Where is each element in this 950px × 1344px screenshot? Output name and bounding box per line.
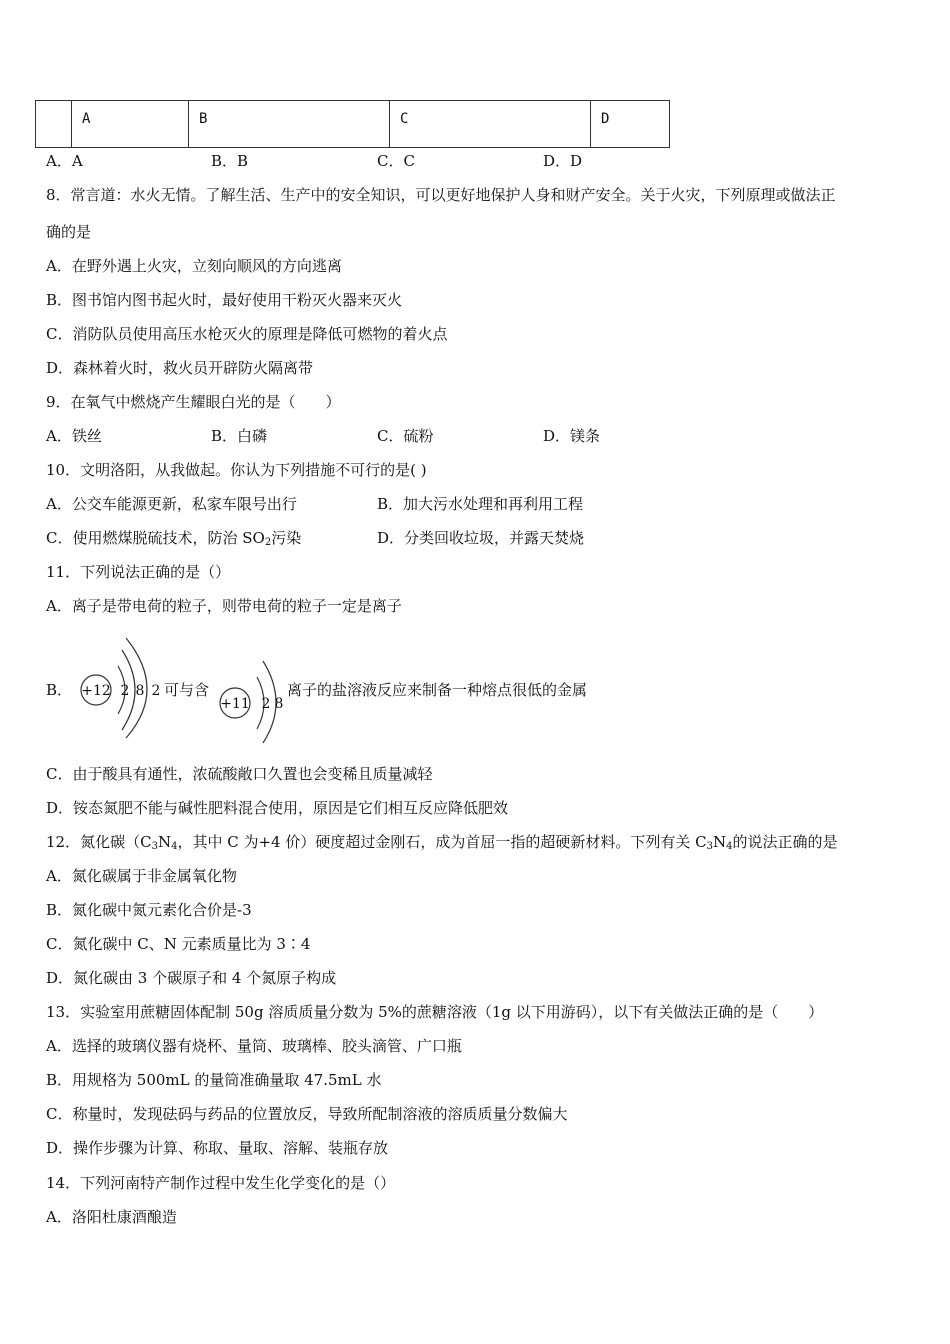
q12-option-b: B．氮化碳中氮元素化合价是-3	[46, 901, 252, 919]
atom-diagram-na	[215, 657, 289, 745]
table-cell-a: A	[72, 101, 189, 148]
table-cell-b: B	[189, 101, 390, 148]
q9-option-c: C．硫粉	[377, 427, 434, 445]
q13-option-b: B．用规格为 500mL 的量筒准确量取 47.5mL 水	[46, 1071, 382, 1089]
q7-option-c: C．C	[377, 152, 415, 170]
q12-option-a: A．氮化碳属于非金属氧化物	[46, 867, 237, 885]
q7-option-a: A．A	[46, 152, 83, 170]
q11-option-b-label: B．	[46, 681, 73, 699]
q8-option-d: D．森林着火时，救火员开辟防火隔离带	[46, 359, 314, 377]
table-cell-d: D	[591, 101, 670, 148]
q11-option-b-post: 离子的盐溶液反应来制备一种熔点很低的金属	[287, 681, 588, 699]
q10-option-d: D．分类回收垃圾，并露天焚烧	[377, 529, 585, 547]
shell-electron-count: 8	[135, 683, 145, 699]
nucleus-charge: +12	[81, 683, 111, 699]
q7-option-d: D．D	[543, 152, 583, 170]
q7-option-b: B．B	[211, 152, 249, 170]
q13-option-d: D．操作步骤为计算、称取、量取、溶解、装瓶存放	[46, 1139, 389, 1157]
q12-option-d: D．氮化碳由 3 个碳原子和 4 个氮原子构成	[46, 969, 337, 987]
q8-option-c: C．消防队员使用高压水枪灭火的原理是降低可燃物的着火点	[46, 325, 448, 343]
q14-option-a: A．洛阳杜康酒酿造	[46, 1208, 177, 1226]
q8-option-b: B．图书馆内图书起火时，最好使用干粉灭火器来灭火	[46, 291, 403, 309]
q11-option-b-mid: 可与含	[164, 681, 210, 699]
atom-diagram-mg	[76, 634, 164, 740]
q9-option-d: D．镁条	[543, 427, 601, 445]
q13-stem: 13．实验室用蔗糖固体配制 50g 溶质质量分数为 5%的蔗糖溶液（1g 以下用游码），以下有关做法正确的是（ ）	[46, 1003, 824, 1021]
q11-option-a: A．离子是带电荷的粒子，则带电荷的粒子一定是离子	[46, 597, 402, 615]
q8-stem: 8．常言道：水火无情。了解生活、生产中的安全知识，可以更好地保护人身和财产安全。关于火灾，下列原理或做法正	[46, 186, 836, 204]
q14-stem: 14．下列河南特产制作过程中发生化学变化的是（）	[46, 1174, 396, 1192]
q8-stem-cont: 确的是	[46, 223, 92, 241]
q8-option-a: A．在野外遇上火灾，立刻向顺风的方向逃离	[46, 257, 342, 275]
q11-option-c: C．由于酸具有通性，浓硫酸敞口久置也会变稀且质量减轻	[46, 765, 433, 783]
shell-electron-count: 2	[151, 683, 161, 699]
q9-stem: 9．在氧气中燃烧产生耀眼白光的是（ ）	[46, 393, 341, 411]
q13-option-a: A．选择的玻璃仪器有烧杯、量筒、玻璃棒、胶头滴管、广口瓶	[46, 1037, 462, 1055]
q11-stem: 11．下列说法正确的是（）	[46, 563, 231, 581]
answer-table	[35, 100, 670, 148]
table-row	[36, 101, 670, 148]
q12-stem: 12．氮化碳（$C_3N_4$，其中 C 为+4 价）硬度超过金刚石，成为首屈一指的超硬新材料。下列有关 $C_3N_4$的说法正确的是	[46, 833, 838, 852]
shell-electron-count: 8	[274, 696, 284, 712]
shell-electron-count: 2	[120, 683, 130, 699]
q10-option-c: C．使用燃煤脱硫技术，防治 $SO_2$污染	[46, 529, 302, 548]
shell-electron-count: 2	[261, 696, 271, 712]
q9-option-b: B．白磷	[211, 427, 268, 445]
q10-option-b: B．加大污水处理和再利用工程	[377, 495, 584, 513]
q12-option-c: C．氮化碳中 C、N 元素质量比为 3∶4	[46, 935, 311, 953]
q11-option-d: D．铵态氮肥不能与碱性肥料混合使用，原因是它们相互反应降低肥效	[46, 799, 509, 817]
q10-stem: 10．文明洛阳，从我做起。你认为下列措施不可行的是( )	[46, 461, 427, 479]
q9-option-a: A．铁丝	[46, 427, 102, 445]
table-cell-c: C	[390, 101, 591, 148]
q13-option-c: C．称量时，发现砝码与药品的位置放反，导致所配制溶液的溶质质量分数偏大	[46, 1105, 568, 1123]
table-cell-blank	[36, 101, 72, 148]
q10-option-a: A．公交车能源更新，私家车限号出行	[46, 495, 297, 513]
nucleus-charge: +11	[220, 696, 250, 712]
